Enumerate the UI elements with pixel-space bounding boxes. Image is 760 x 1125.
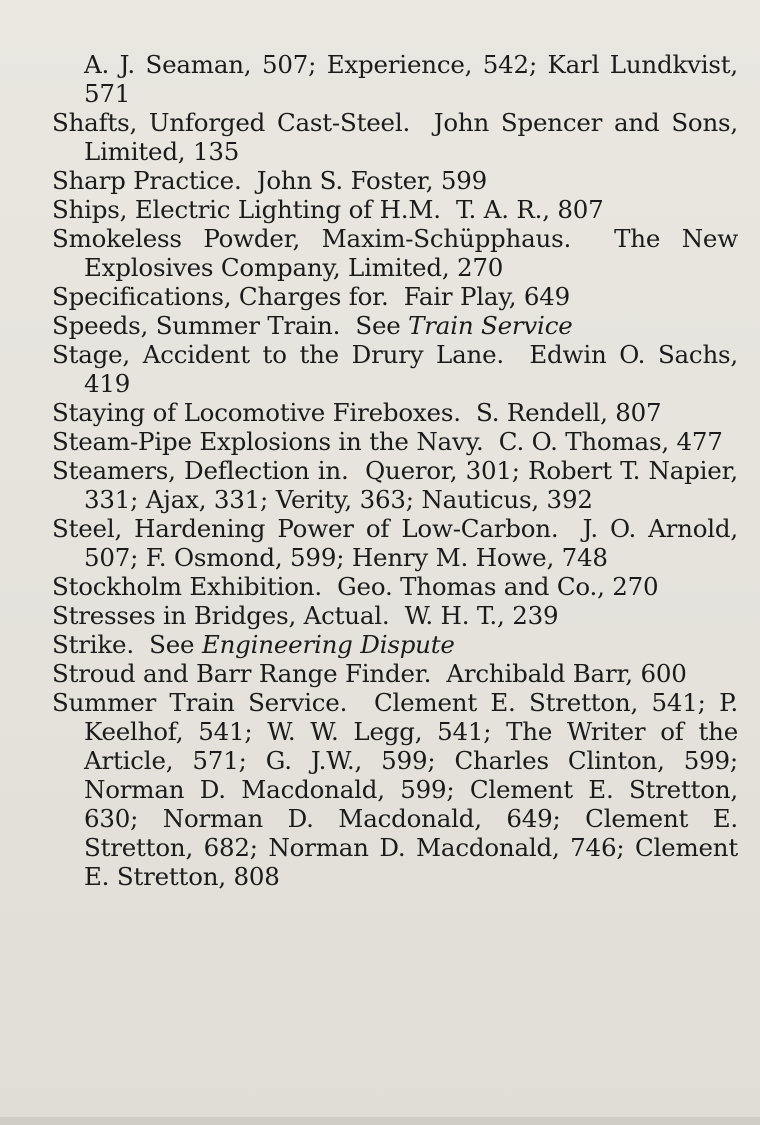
index-entry: [52, 108, 738, 166]
index-entry: [52, 282, 738, 311]
entry-text: Edwin O. Sachs, 419: [84, 340, 738, 398]
index-entry: [52, 398, 738, 427]
entry-text: Queror, 301; Robert T. Napier, 331; Ajax, 331; Verity, 363; Nauticus, 392: [84, 456, 738, 514]
entry-heading: Speeds, Summer Train.: [52, 311, 341, 340]
entry-text: See: [149, 630, 195, 659]
cross-reference-link[interactable]: Train Service: [408, 311, 573, 340]
entry-heading: Smokeless Powder, Maxim-Schüpphaus.: [52, 224, 572, 253]
index-entry: [52, 456, 738, 514]
entry-text: Geo. Thomas and Co., 270: [337, 572, 659, 601]
cross-reference-link[interactable]: Engineering Dispute: [201, 630, 455, 659]
index-entry: [52, 50, 738, 108]
entry-text: See: [355, 311, 401, 340]
index-entry: [52, 659, 738, 688]
entry-text: S. Rendell, 807: [476, 398, 662, 427]
entry-text: W. H. T., 239: [404, 601, 559, 630]
entry-text: The New Explosives Company, Limited, 270: [84, 224, 738, 282]
entry-heading: Steamers, Deflection in.: [52, 456, 349, 485]
entry-heading: Steel, Hardening Power of Low-Carbon.: [52, 514, 559, 543]
entry-heading: Summer Train Service.: [52, 688, 348, 717]
entry-text: John Spencer and Sons, Limited, 135: [84, 108, 738, 166]
index-entry: [52, 630, 738, 659]
entry-heading: Staying of Locomotive Fireboxes.: [52, 398, 461, 427]
entry-text: A. J. Seaman, 507; Experience, 542; Karl Lundkvist, 571: [84, 50, 738, 108]
entry-heading: Stroud and Barr Range Finder.: [52, 659, 432, 688]
entry-text: C. O. Thomas, 477: [498, 427, 723, 456]
page-bottom-edge: [0, 1117, 760, 1125]
index-entry: [52, 311, 738, 340]
index-entry: [52, 427, 738, 456]
entry-heading: Specifications, Charges for.: [52, 282, 389, 311]
entry-text: J. O. Arnold, 507; F. Osmond, 599; Henry M. Howe, 748: [84, 514, 738, 572]
index-entry: [52, 572, 738, 601]
index-entry: [52, 224, 738, 282]
entry-text: Fair Play, 649: [403, 282, 571, 311]
entry-heading: Stage, Accident to the Drury Lane.: [52, 340, 504, 369]
index-entry: [52, 340, 738, 398]
entry-text: Archibald Barr, 600: [446, 659, 687, 688]
entry-heading: Stockholm Exhibition.: [52, 572, 322, 601]
index-entry: [52, 166, 738, 195]
entry-text: John S. Foster, 599: [256, 166, 488, 195]
entry-heading: Stresses in Bridges, Actual.: [52, 601, 390, 630]
entry-text: Clement E. Stretton, 541; P. Keelhof, 541; W. W. Legg, 541; The Writer of the Article, 571; G. J.W., 599; Charles Clinton, 599; Norman D. Macdonald, 599; Clement E. Stretton, 630; Norman D. Macdonald, 649; Clement E. Stretton, 682; Norman D. Macdonald, 746; Clement E. Stretton, 808: [84, 688, 738, 891]
index-entry: [52, 195, 738, 224]
entry-heading: Ships, Electric Lighting of H.M.: [52, 195, 441, 224]
entry-heading: Shafts, Unforged Cast-Steel.: [52, 108, 411, 137]
entry-heading: Sharp Practice.: [52, 166, 242, 195]
index-entry: [52, 514, 738, 572]
index-entry: [52, 688, 738, 891]
entry-text: T. A. R., 807: [456, 195, 604, 224]
index-entry-list: [52, 50, 738, 891]
entry-heading: Steam-Pipe Explosions in the Navy.: [52, 427, 484, 456]
index-entry: [52, 601, 738, 630]
entry-heading: Strike.: [52, 630, 134, 659]
